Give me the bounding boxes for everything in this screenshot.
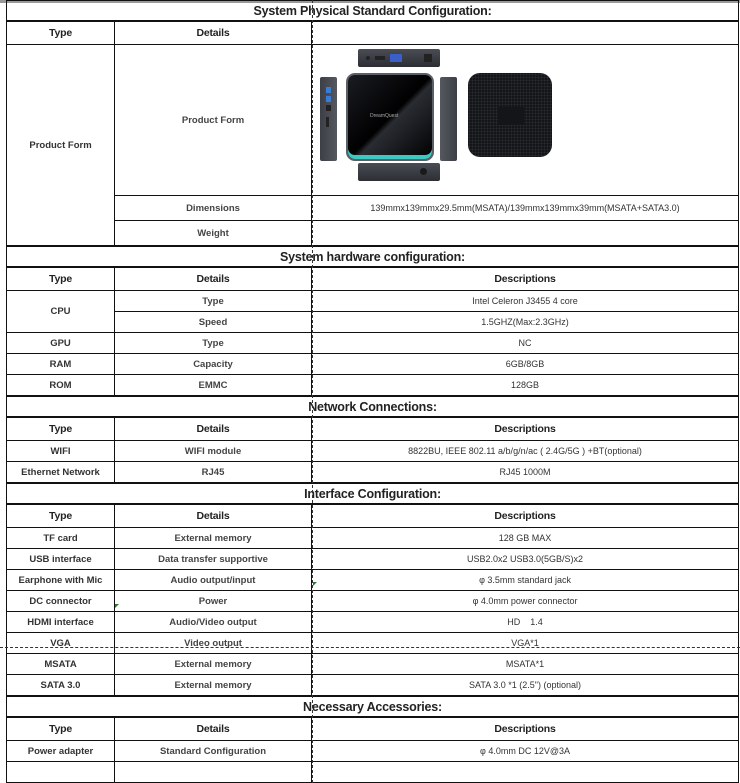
header-descriptions: Descriptions — [312, 717, 739, 741]
details-cell: Audio output/input — [115, 570, 312, 591]
type-cell: TF card — [7, 528, 115, 549]
description-cell: SATA 3.0 *1 (2.5") (optional) — [312, 675, 739, 697]
description-cell: φ 4.0mm power connector — [312, 591, 739, 612]
details-cell: Video output — [115, 633, 312, 654]
type-cell: GPU — [7, 333, 115, 354]
product-image — [312, 45, 739, 195]
table-row — [7, 528, 739, 549]
header-row — [7, 504, 739, 528]
description-cell: 128GB — [312, 375, 739, 397]
section-title-accessories — [7, 696, 739, 717]
table-row — [7, 291, 739, 312]
description-cell: φ 3.5mm standard jack — [312, 570, 739, 591]
spec-table — [6, 0, 739, 783]
table-row — [7, 462, 739, 484]
description-cell: φ 4.0mm DC 12V@3A — [312, 741, 739, 762]
header-descriptions: Descriptions — [312, 267, 739, 291]
header-details: Details — [115, 717, 312, 741]
details-cell: External memory — [115, 654, 312, 675]
details-cell: Dimensions — [115, 196, 312, 221]
section-title-physical — [7, 1, 739, 22]
header-details: Details — [115, 267, 312, 291]
details-cell: Type — [115, 333, 312, 354]
section-title-interface — [7, 483, 739, 504]
header-type: Type — [7, 717, 115, 741]
header-row — [7, 717, 739, 741]
description-cell: 139mmx139mmx29.5mm(MSATA)/139mmx139mmx39mm(MSATA+SATA3.0) — [312, 196, 739, 221]
table-row — [7, 654, 739, 675]
description-cell: 6GB/8GB — [312, 354, 739, 375]
header-type: Type — [7, 21, 115, 45]
details-cell: External memory — [115, 675, 312, 697]
pc-back-pad — [498, 107, 524, 125]
pc-left-view — [320, 77, 337, 161]
details-cell: Audio/Video output — [115, 612, 312, 633]
cell-comment-marker — [115, 604, 119, 608]
type-cell: USB interface — [7, 549, 115, 570]
section-title: Necessary Accessories: — [7, 696, 739, 717]
pc-top-view — [358, 49, 440, 67]
table-row-empty — [7, 762, 739, 783]
header-type: Type — [7, 267, 115, 291]
header-details: Details — [115, 504, 312, 528]
type-cell — [7, 762, 115, 783]
description-cell: VGA*1 — [312, 633, 739, 654]
type-cell: Ethernet Network — [7, 462, 115, 484]
details-cell: Data transfer supportive — [115, 549, 312, 570]
type-cell: MSATA — [7, 654, 115, 675]
header-descriptions — [312, 21, 739, 45]
page-break-horizontal — [0, 647, 740, 648]
description-cell: HD 1.4 — [312, 612, 739, 633]
table-row — [7, 675, 739, 697]
description-cell — [312, 762, 739, 783]
type-cell: RAM — [7, 354, 115, 375]
section-title: Interface Configuration: — [7, 483, 739, 504]
header-details: Details — [115, 417, 312, 441]
table-row — [7, 354, 739, 375]
table-row — [7, 45, 739, 196]
header-row — [7, 267, 739, 291]
description-cell: 128 GB MAX — [312, 528, 739, 549]
details-cell: Weight — [115, 221, 312, 247]
header-type: Type — [7, 504, 115, 528]
section-title-hardware — [7, 246, 739, 267]
description-cell — [312, 221, 739, 247]
details-cell: WIFI module — [115, 441, 312, 462]
header-descriptions: Descriptions — [312, 417, 739, 441]
type-cell: SATA 3.0 — [7, 675, 115, 697]
header-type: Type — [7, 417, 115, 441]
spec-sheet — [6, 0, 738, 783]
table-row — [7, 591, 739, 612]
details-cell: Product Form — [115, 45, 312, 196]
details-cell: Speed — [115, 312, 312, 333]
description-cell: MSATA*1 — [312, 654, 739, 675]
description-cell: USB2.0x2 USB3.0(5GB/S)x2 — [312, 549, 739, 570]
table-row — [7, 333, 739, 354]
table-row — [7, 375, 739, 397]
details-cell: EMMC — [115, 375, 312, 397]
pc-bottom-view — [358, 163, 440, 181]
product-image-cell — [312, 45, 739, 196]
type-cell: HDMI interface — [7, 612, 115, 633]
table-row — [7, 196, 739, 221]
details-cell: Type — [115, 291, 312, 312]
header-row — [7, 21, 739, 45]
cell-comment-marker — [313, 582, 317, 586]
section-title: System hardware configuration: — [7, 246, 739, 267]
section-title: Network Connections: — [7, 396, 739, 417]
details-cell: External memory — [115, 528, 312, 549]
type-cell: DC connector — [7, 591, 115, 612]
type-cell: Power adapter — [7, 741, 115, 762]
table-row — [7, 612, 739, 633]
table-row — [7, 741, 739, 762]
description-cell: 8822BU, IEEE 802.11 a/b/g/n/ac ( 2.4G/5G ) +BT(optional) — [312, 441, 739, 462]
details-cell — [115, 762, 312, 783]
type-cell: WIFI — [7, 441, 115, 462]
page-break-vertical — [312, 0, 313, 783]
table-row — [7, 312, 739, 333]
table-row — [7, 221, 739, 247]
type-cell: Product Form — [7, 45, 115, 247]
table-row — [7, 441, 739, 462]
description-cell: Intel Celeron J3455 4 core — [312, 291, 739, 312]
header-descriptions: Descriptions — [312, 504, 739, 528]
type-cell: Earphone with Mic — [7, 570, 115, 591]
type-cell: CPU — [7, 291, 115, 333]
table-row — [7, 633, 739, 654]
pc-right-view — [440, 77, 457, 161]
section-title-network — [7, 396, 739, 417]
details-cell: Standard Configuration — [115, 741, 312, 762]
section-title: System Physical Standard Configuration: — [7, 1, 739, 22]
table-row — [7, 549, 739, 570]
details-cell: Power — [115, 591, 312, 612]
description-cell: 1.5GHZ(Max:2.3GHz) — [312, 312, 739, 333]
header-row — [7, 417, 739, 441]
description-cell: RJ45 1000M — [312, 462, 739, 484]
type-cell: VGA — [7, 633, 115, 654]
brand-logo: DreamQuest — [370, 113, 399, 119]
description-cell: NC — [312, 333, 739, 354]
header-details: Details — [115, 21, 312, 45]
table-row — [7, 570, 739, 591]
details-cell: RJ45 — [115, 462, 312, 484]
type-cell: ROM — [7, 375, 115, 397]
details-cell: Capacity — [115, 354, 312, 375]
